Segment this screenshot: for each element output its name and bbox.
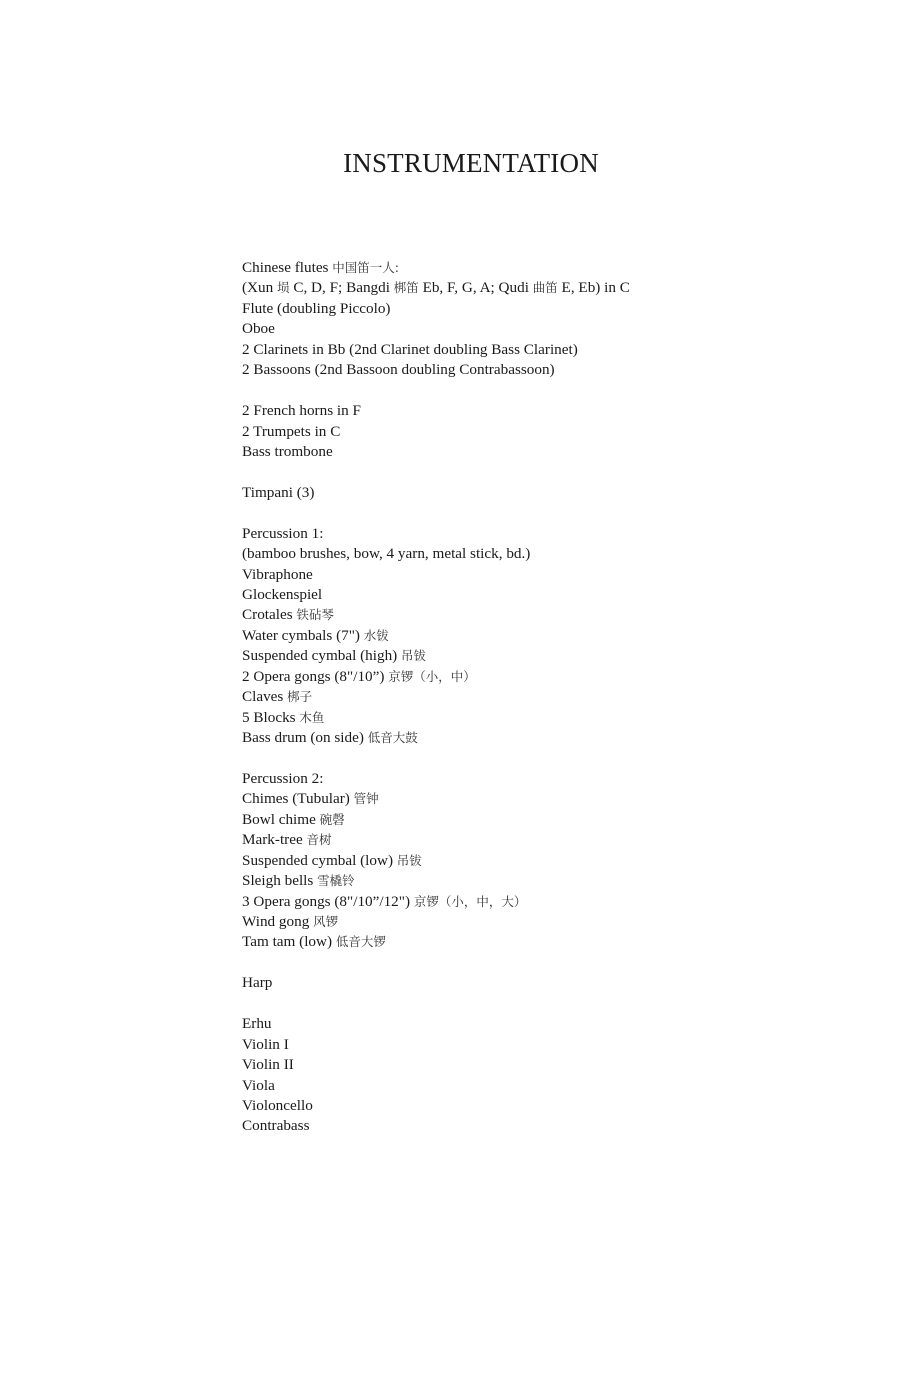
- chinese-name: 京锣（小，中，大）: [413, 893, 527, 909]
- chinese-name: 梆子: [287, 689, 313, 705]
- instrument-name: Crotales: [242, 606, 297, 624]
- instrument-line: [242, 1116, 842, 1136]
- instrument-line: [242, 810, 842, 830]
- instrument-name: 3 Opera gongs (8"/10”/12"): [242, 892, 414, 910]
- instrument-line: [242, 1096, 842, 1116]
- instrument-line: [242, 483, 842, 503]
- instrument-line: [242, 1014, 842, 1034]
- instrument-line: [242, 708, 842, 728]
- instrument-name: Viola: [242, 1076, 275, 1094]
- instrument-line: [242, 524, 842, 544]
- instrument-name: Sleigh bells: [242, 872, 318, 890]
- chinese-name: 低音大鼓: [367, 730, 418, 746]
- instrument-name: C, D, F; Bangdi: [289, 279, 394, 297]
- chinese-name: 碗磬: [319, 811, 345, 827]
- instrument-name: Violin II: [242, 1056, 294, 1074]
- instrument-name: Glockenspiel: [242, 586, 323, 603]
- section-gap: [242, 749, 842, 769]
- instrument-line: [242, 1076, 842, 1096]
- instrument-name: Violoncello: [242, 1096, 313, 1114]
- instrument-line: [242, 626, 842, 646]
- instrument-name: Tam tam (low): [242, 933, 336, 951]
- instrument-name: Suspended cymbal (high): [242, 647, 402, 665]
- instrument-line: [242, 422, 842, 442]
- instrument-name: (bamboo brushes, bow, 4 yarn, metal stick, bd.): [242, 545, 531, 563]
- chinese-name: 雪橇铃: [317, 873, 355, 889]
- instrument-name: Erhu: [242, 1015, 272, 1033]
- instrument-name: Claves: [242, 688, 288, 706]
- instrument-line: [242, 442, 842, 462]
- section-gap: [242, 381, 842, 401]
- instrument-line: [242, 973, 842, 993]
- instrument-name: Chimes (Tubular): [242, 790, 354, 808]
- instrument-line: [242, 401, 842, 421]
- instrument-name: 2 Opera gongs (8"/10”): [242, 667, 389, 685]
- instrument-name: E, Eb) in C: [557, 279, 630, 297]
- instrument-name: Percussion 1:: [242, 524, 324, 542]
- instrument-line: [242, 892, 842, 912]
- page-title: INSTRUMENTATION: [343, 148, 599, 178]
- instrument-name: Bass drum (on side): [242, 729, 368, 747]
- instrument-name: 2 Clarinets in Bb (2nd Clarinet doubling Bass Clarinet): [242, 340, 578, 358]
- instrument-line: [242, 667, 842, 687]
- chinese-name: 曲笛: [532, 280, 558, 296]
- chinese-name: 低音大锣: [335, 934, 386, 950]
- instrument-name: Contrabass: [242, 1117, 310, 1135]
- instrument-line: [242, 1055, 842, 1075]
- chinese-name: 木鱼: [299, 709, 325, 725]
- section-gap: [242, 994, 842, 1014]
- instrument-name: 5 Blocks: [242, 708, 300, 726]
- instrument-line: [242, 565, 842, 585]
- chinese-name: 铁砧琴: [296, 607, 334, 623]
- instrument-line: [242, 830, 842, 850]
- instrument-name: Suspended cymbal (low): [242, 851, 397, 869]
- instrument-line: [242, 687, 842, 707]
- instrument-line: [242, 340, 842, 360]
- chinese-name: 水钹: [363, 627, 389, 643]
- instrument-name: Oboe: [242, 320, 275, 338]
- instrument-name: Vibraphone: [242, 565, 313, 583]
- instrument-name: Wind gong: [242, 913, 314, 930]
- instrument-line: [242, 278, 842, 298]
- instrument-line: [242, 789, 842, 809]
- instrument-line: [242, 258, 842, 278]
- instrument-line: [242, 319, 842, 339]
- instrument-line: [242, 646, 842, 666]
- chinese-name: 中国笛一人:: [332, 260, 399, 275]
- section-gap: [242, 503, 842, 523]
- instrument-name: Bass trombone: [242, 442, 333, 460]
- instrument-line: [242, 544, 842, 564]
- chinese-name: 埙: [277, 280, 290, 296]
- chinese-name: 音树: [306, 832, 332, 848]
- instrument-name: 2 French horns in F: [242, 402, 361, 420]
- instrument-name: Timpani (3): [242, 483, 315, 501]
- instrument-name: Bowl chime: [242, 810, 320, 828]
- instrument-line: [242, 605, 842, 625]
- instrument-line: [242, 932, 842, 952]
- chinese-name: 吊钹: [396, 852, 422, 868]
- instrument-list: [242, 258, 842, 1137]
- chinese-name: 风锣: [313, 914, 339, 929]
- instrument-line: [242, 728, 842, 748]
- chinese-name: 吊钹: [401, 648, 427, 664]
- instrument-line: [242, 360, 842, 380]
- instrument-name: Percussion 2:: [242, 769, 324, 787]
- chinese-name: 管钟: [353, 791, 379, 807]
- instrument-line: [242, 1035, 842, 1055]
- instrument-name: Violin I: [242, 1035, 289, 1053]
- instrument-line: [242, 871, 842, 891]
- instrument-name: Harp: [242, 974, 273, 992]
- chinese-name: 梆笛: [393, 280, 419, 296]
- instrument-name: Eb, F, G, A; Qudi: [418, 279, 533, 297]
- instrument-line: [242, 585, 842, 605]
- instrument-name: Flute (doubling Piccolo): [242, 299, 391, 317]
- instrument-line: [242, 769, 842, 789]
- section-gap: [242, 462, 842, 482]
- instrument-line: [242, 851, 842, 871]
- section-gap: [242, 953, 842, 973]
- instrument-name: Water cymbals (7"): [242, 626, 364, 644]
- instrument-line: [242, 299, 842, 319]
- instrument-name: 2 Bassoons (2nd Bassoon doubling Contrabassoon): [242, 361, 555, 379]
- instrument-line: [242, 912, 842, 932]
- instrument-name: (Xun: [242, 279, 278, 297]
- instrument-name: Chinese flutes: [242, 259, 333, 276]
- chinese-name: 京锣（小，中）: [388, 668, 476, 684]
- instrument-name: Mark-tree: [242, 831, 307, 849]
- instrument-name: 2 Trumpets in C: [242, 422, 341, 440]
